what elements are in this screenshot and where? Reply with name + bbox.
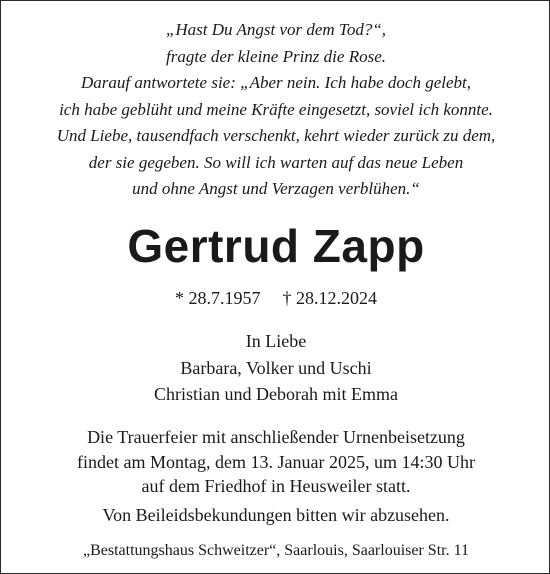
poem-line: fragte der kleine Prinz die Rose. <box>165 47 386 66</box>
condolence-note: Von Beileidsbekundungen bitten wir abzusehen. <box>102 505 450 525</box>
funeral-line: findet am Montag, dem 13. Januar 2025, um 14:30 Uhr <box>77 452 475 472</box>
undertaker-footer: „Bestattungshaus Schweitzer“, Saarlouis, Saarlouiser Str. 11 <box>83 542 469 559</box>
poem-line: Darauf antwortete sie: „Aber nein. Ich habe doch gelebt, <box>81 73 471 92</box>
poem-line: Und Liebe, tausendfach verschenkt, kehrt wieder zurück zu dem, <box>56 126 496 145</box>
deceased-name: Gertrud Zapp <box>127 220 425 272</box>
death-date: † 28.12.2024 <box>282 288 377 308</box>
poem-line: der sie gegeben. So will ich warten auf das neue Leben <box>88 153 464 172</box>
mourners-line: Christian und Deborah mit Emma <box>154 384 398 404</box>
life-dates <box>1 286 550 310</box>
birth-date: * 28.7.1957 <box>175 288 261 308</box>
funeral-line: Die Trauerfeier mit anschließender Urnenbeisetzung <box>87 427 465 447</box>
mourners-line: In Liebe <box>245 331 307 351</box>
poem-line: und ohne Angst und Verzagen verblühen.“ <box>132 179 420 198</box>
mourners-line: Barbara, Volker und Uschi <box>180 358 372 378</box>
funeral-line: auf dem Friedhof in Heusweiler statt. <box>141 476 411 496</box>
poem-line: „Hast Du Angst vor dem Tod?“, <box>165 20 387 39</box>
poem-line: ich habe geblüht und meine Kräfte eingesetzt, soviel ich konnte. <box>59 100 493 119</box>
